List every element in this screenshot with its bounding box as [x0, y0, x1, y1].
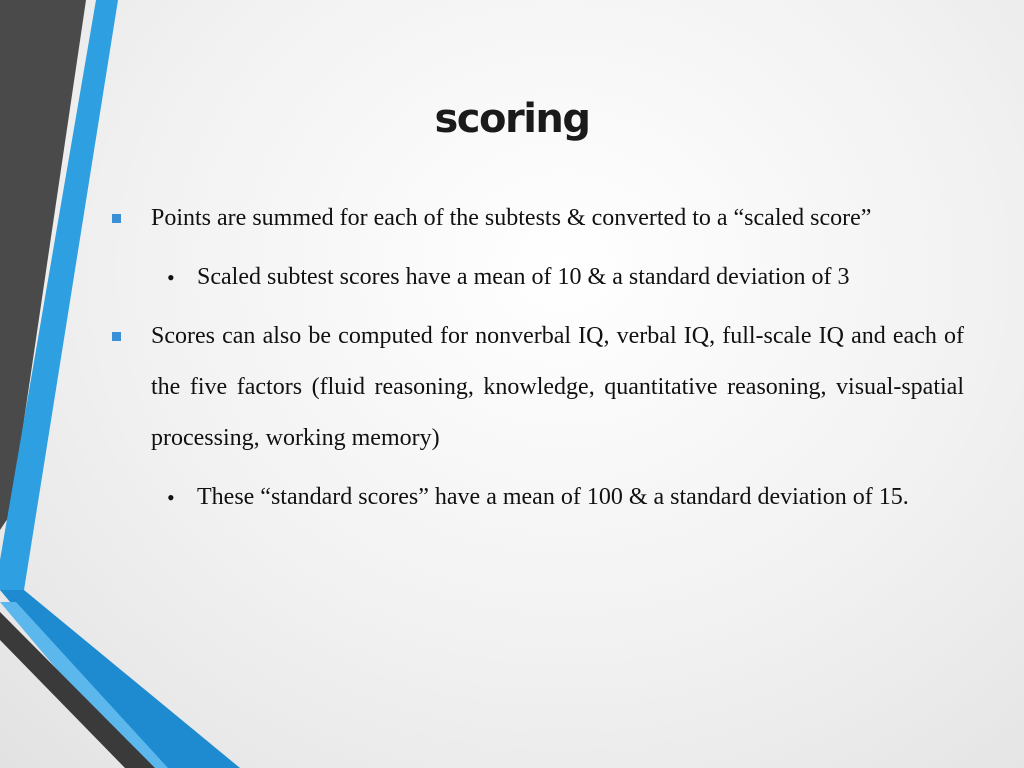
bullet-item — [112, 311, 964, 464]
sub-bullet-item — [112, 472, 964, 523]
square-bullet-icon — [112, 214, 121, 223]
dot-bullet-icon: • — [167, 265, 175, 290]
bullet-item — [112, 193, 964, 244]
bullet-list — [112, 193, 964, 523]
slide-title: scoring — [434, 96, 590, 142]
bullet-text: Scores can also be computed for nonverbal IQ, verbal IQ, full-scale IQ and each of the five factors (fluid reasoning, knowledge, quantitative reasoning, visual-spatial processing, working memory) — [151, 323, 964, 451]
bullet-text: These “standard scores” have a mean of 100 & a standard deviation of 15. — [197, 484, 909, 510]
bullet-text: Points are summed for each of the subtests & converted to a “scaled score” — [151, 205, 872, 231]
dot-bullet-icon: • — [167, 485, 175, 510]
bullet-text: Scaled subtest scores have a mean of 10 & a standard deviation of 3 — [197, 264, 850, 290]
light-blue-band-bottom — [0, 602, 168, 768]
sub-bullet-item — [112, 252, 964, 303]
square-bullet-icon — [112, 332, 121, 341]
